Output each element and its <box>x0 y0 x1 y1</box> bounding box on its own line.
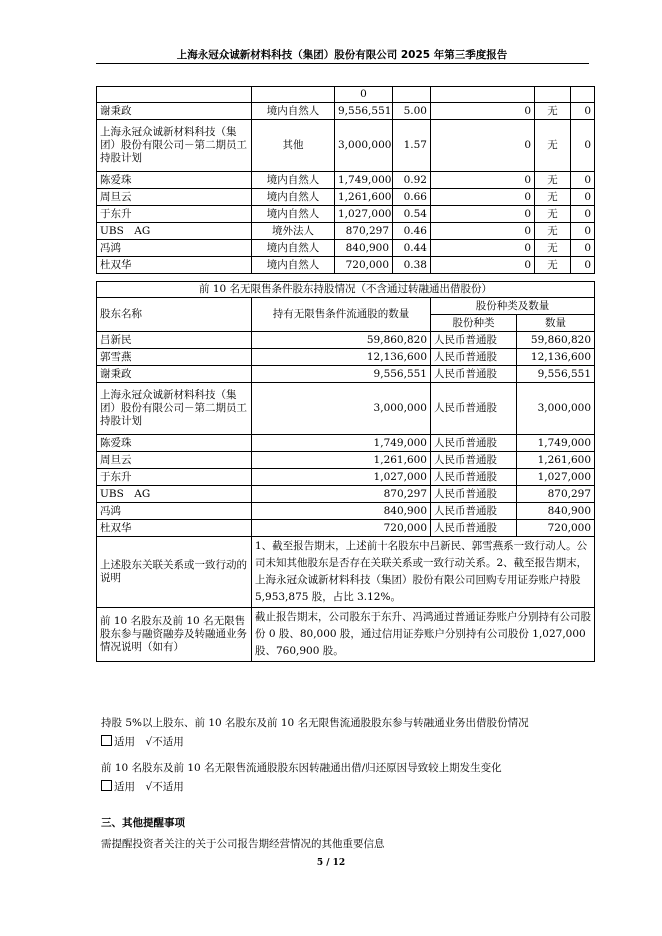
cell-name: 郭雪燕 <box>97 349 252 366</box>
cell-qty: 720,000 <box>252 520 431 537</box>
cell-pledge-qty: 0 <box>571 223 595 240</box>
header-rule <box>96 63 589 64</box>
table-row <box>97 520 595 537</box>
section-title: 前 10 名无限售条件股东持股情况（不含通过转融通出借股份） <box>97 282 595 298</box>
relation-text: 1、截至报告期末，上述前十名股东中吕新民、郭雪燕系一致行动人。公司未知其他股东是否存在关联关系或一致行动关系。2、截至报告期末，上海永冠众诚新材料科技（集团）股份有限公司回购专用证券账户持股 5,953,875 股，占比 3.12%。 <box>252 537 595 608</box>
cell-name: 杜双华 <box>97 520 252 537</box>
cell-name: 谢秉政 <box>97 366 252 383</box>
cell-restricted: 0 <box>431 206 535 223</box>
lending-option-label: 适用 √不适用 <box>114 736 184 748</box>
cell-pledge: 无 <box>535 120 571 172</box>
cell-pledge-qty: 0 <box>571 172 595 189</box>
change-title: 前 10 名股东及前 10 名无限售流通股股东因转融通出借/归还原因导致较上期发生变化 <box>101 762 502 774</box>
cell-ratio: 0.46 <box>393 223 431 240</box>
cell-type: 人民币普通股 <box>431 469 517 486</box>
cell-qty: 840,900 <box>252 503 431 520</box>
cell-qty: 1,027,000 <box>252 469 431 486</box>
col-header-name: 股东名称 <box>97 298 252 332</box>
cell-type: 境内自然人 <box>252 206 335 223</box>
cell-name: 于东升 <box>97 206 252 223</box>
cell-qty: 12,136,600 <box>252 349 431 366</box>
cell-ratio: 0.38 <box>393 257 431 274</box>
cell-ratio: 1.57 <box>393 120 431 172</box>
cell-type: 境外法人 <box>252 223 335 240</box>
cell-name: 陈爱珠 <box>97 172 252 189</box>
section3-text: 需提醒投资者关注的关于公司报告期经营情况的其他重要信息 <box>101 838 385 850</box>
cell-restricted: 0 <box>431 223 535 240</box>
cell-type: 人民币普通股 <box>431 366 517 383</box>
cell-name: 冯鸿 <box>97 240 252 257</box>
checkbox-icon <box>101 780 112 791</box>
cell-type: 境内自然人 <box>252 172 335 189</box>
top10-shareholders-table <box>96 86 595 274</box>
cell-type: 人民币普通股 <box>431 486 517 503</box>
cell-pledge-qty: 0 <box>571 257 595 274</box>
cell-shares: 1,261,600 <box>335 189 393 206</box>
cell-ratio: 0.54 <box>393 206 431 223</box>
cell-type: 境内自然人 <box>252 257 335 274</box>
cell <box>535 87 571 103</box>
table-row <box>97 349 595 366</box>
cell-name: 杜双华 <box>97 257 252 274</box>
cell-pledge: 无 <box>535 206 571 223</box>
unrestricted-shareholders-table <box>96 281 595 662</box>
col-header-type: 股份种类 <box>431 315 517 332</box>
cell-amount: 59,860,820 <box>517 332 595 349</box>
cell-type: 人民币普通股 <box>431 520 517 537</box>
cell-shares: 840,900 <box>335 240 393 257</box>
cell-qty: 1,749,000 <box>252 435 431 452</box>
cell-pledge-qty: 0 <box>571 103 595 120</box>
cell-qty: 9,556,551 <box>252 366 431 383</box>
lending-title: 持股 5%以上股东、前 10 名股东及前 10 名无限售流通股股东参与转融通业务出借股份情况 <box>101 717 529 729</box>
cell-name: 上海永冠众诚新材料科技（集团）股份有限公司－第二期员工持股计划 <box>97 120 252 172</box>
margin-text: 截止报告期末，公司股东于东升、冯鸿通过普通证券账户分别持有公司股份 0 股、80,000 股，通过信用证券账户分别持有公司股份 1,027,000 股、760,900 股。 <box>252 608 595 662</box>
cell-amount: 12,136,600 <box>517 349 595 366</box>
change-option <box>101 780 184 794</box>
cell-shares: 870,297 <box>335 223 393 240</box>
change-option-label: 适用 √不适用 <box>114 781 184 793</box>
cell-name: 上海永冠众诚新材料科技（集团）股份有限公司－第二期员工持股计划 <box>97 383 252 435</box>
table-row <box>97 120 595 172</box>
cell-amount: 840,900 <box>517 503 595 520</box>
table-row <box>97 223 595 240</box>
checkbox-icon <box>101 735 112 746</box>
cell-qty: 3,000,000 <box>252 383 431 435</box>
cell-amount: 870,297 <box>517 486 595 503</box>
cell-type: 境内自然人 <box>252 240 335 257</box>
cell <box>393 87 431 103</box>
cell-name: 周旦云 <box>97 452 252 469</box>
cell-name: UBS AG <box>97 223 252 240</box>
cell-name: 吕新民 <box>97 332 252 349</box>
section3-heading: 三、其他提醒事项 <box>101 817 185 829</box>
cell-amount: 1,261,600 <box>517 452 595 469</box>
col-header-qty: 持有无限售条件流通股的数量 <box>252 298 431 332</box>
cell-qty: 59,860,820 <box>252 332 431 349</box>
table-row <box>97 469 595 486</box>
cell-pledge: 无 <box>535 103 571 120</box>
page-header-title: 上海永冠众诚新材料科技（集团）股份有限公司 2025 年第三季度报告 <box>176 49 508 61</box>
cell-amount: 720,000 <box>517 520 595 537</box>
page-number: 5 / 12 <box>316 858 346 868</box>
cell <box>252 87 335 103</box>
table-row <box>97 206 595 223</box>
cell-partial-value: 0 <box>335 87 393 103</box>
cell-type: 境内自然人 <box>252 103 335 120</box>
cell-ratio: 5.00 <box>393 103 431 120</box>
cell-ratio: 0.92 <box>393 172 431 189</box>
cell-pledge: 无 <box>535 189 571 206</box>
cell-pledge-qty: 0 <box>571 189 595 206</box>
cell-name: 谢秉政 <box>97 103 252 120</box>
cell <box>97 87 252 103</box>
cell-type: 其他 <box>252 120 335 172</box>
cell-restricted: 0 <box>431 103 535 120</box>
cell-pledge: 无 <box>535 257 571 274</box>
col-header-amount: 数量 <box>517 315 595 332</box>
cell-pledge: 无 <box>535 223 571 240</box>
cell-name: 冯鸿 <box>97 503 252 520</box>
table-row <box>97 332 595 349</box>
cell-pledge: 无 <box>535 240 571 257</box>
cell-shares: 3,000,000 <box>335 120 393 172</box>
cell-name: 陈爱珠 <box>97 435 252 452</box>
cell-type: 人民币普通股 <box>431 452 517 469</box>
table-row <box>97 486 595 503</box>
cell-shares: 9,556,551 <box>335 103 393 120</box>
cell-name: 周旦云 <box>97 189 252 206</box>
cell-type: 人民币普通股 <box>431 349 517 366</box>
cell-shares: 1,749,000 <box>335 172 393 189</box>
cell-amount: 1,749,000 <box>517 435 595 452</box>
col-header-type-group: 股份种类及数量 <box>431 298 595 315</box>
table-row <box>97 503 595 520</box>
cell-type: 人民币普通股 <box>431 435 517 452</box>
table-row <box>97 240 595 257</box>
table-row <box>97 257 595 274</box>
cell <box>571 87 595 103</box>
cell-pledge-qty: 0 <box>571 206 595 223</box>
cell-type: 人民币普通股 <box>431 332 517 349</box>
cell-qty: 870,297 <box>252 486 431 503</box>
cell-pledge: 无 <box>535 172 571 189</box>
table-row <box>97 383 595 435</box>
cell-name: UBS AG <box>97 486 252 503</box>
table-row <box>97 103 595 120</box>
lending-option <box>101 735 184 749</box>
cell-restricted: 0 <box>431 240 535 257</box>
cell-shares: 720,000 <box>335 257 393 274</box>
cell-name: 于东升 <box>97 469 252 486</box>
cell-restricted: 0 <box>431 120 535 172</box>
table-row <box>97 435 595 452</box>
cell-type: 人民币普通股 <box>431 383 517 435</box>
cell-qty: 1,261,600 <box>252 452 431 469</box>
cell-pledge-qty: 0 <box>571 120 595 172</box>
cell-ratio: 0.66 <box>393 189 431 206</box>
cell-amount: 9,556,551 <box>517 366 595 383</box>
cell-restricted: 0 <box>431 189 535 206</box>
table-row <box>97 366 595 383</box>
cell-shares: 1,027,000 <box>335 206 393 223</box>
cell-amount: 3,000,000 <box>517 383 595 435</box>
margin-label: 前 10 名股东及前 10 名无限售股东参与融资融券及转融通业务情况说明（如有） <box>97 608 252 662</box>
table-row <box>97 189 595 206</box>
relation-label: 上述股东关联关系或一致行动的说明 <box>97 537 252 608</box>
cell-pledge-qty: 0 <box>571 240 595 257</box>
cell-ratio: 0.44 <box>393 240 431 257</box>
cell-type: 人民币普通股 <box>431 503 517 520</box>
table-row <box>97 172 595 189</box>
cell-restricted: 0 <box>431 172 535 189</box>
cell-restricted: 0 <box>431 257 535 274</box>
table-row <box>97 452 595 469</box>
cell <box>431 87 535 103</box>
cell-type: 境内自然人 <box>252 189 335 206</box>
cell-amount: 1,027,000 <box>517 469 595 486</box>
